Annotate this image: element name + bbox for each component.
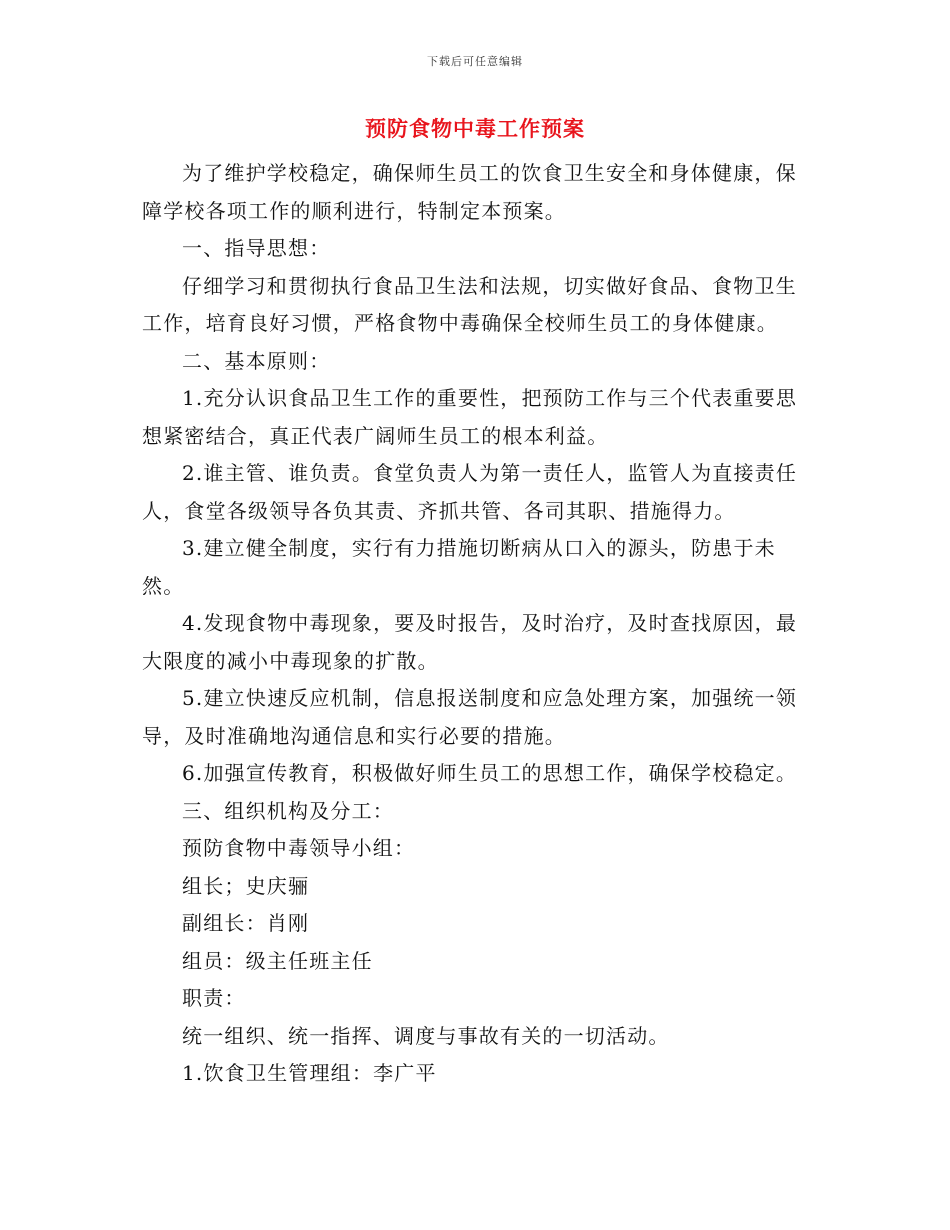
leadership-group-label: 预防食物中毒领导小组：	[182, 836, 416, 860]
group-members: 组员：级主任班主任	[182, 948, 373, 973]
header-note: 下载后可任意编辑	[427, 55, 523, 68]
section-heading-guiding-idea: 一、指导思想：	[182, 236, 331, 260]
principle-2: 2.谁主管、谁负责。食堂负责人为第一责任人，监管人为直接责任人，食堂各级领导各负其责、齐抓共管、各司其职、措施得力。	[142, 461, 798, 523]
principle-6: 6.加强宣传教育，积极做好师生员工的思想工作，确保学校稳定。	[182, 761, 798, 785]
duties-label: 职责：	[182, 986, 246, 1010]
paragraph-guiding-idea: 仔细学习和贯彻执行食品卫生法和法规，切实做好食品、食物卫生工作，培育良好习惯，严格食物中毒确保全校师生员工的身体健康。	[142, 273, 797, 335]
document-title: 预防食物中毒工作预案	[365, 116, 585, 141]
food-hygiene-group: 1.饮食卫生管理组：李广平	[182, 1061, 437, 1085]
section-heading-basic-principles: 二、基本原则：	[182, 348, 331, 373]
principle-5: 5.建立快速反应机制，信息报送制度和应急处理方案，加强统一领导，及时准确地沟通信息和实行必要的措施。	[142, 686, 798, 748]
group-leader: 组长；史庆骊	[182, 873, 310, 898]
principle-1: 1.充分认识食品卫生工作的重要性，把预防工作与三个代表重要思想紧密结合，真正代表广阔师生员工的根本利益。	[142, 386, 798, 448]
duties-text: 统一组织、统一指挥、调度与事故有关的一切活动。	[182, 1023, 670, 1048]
deputy-group-leader: 副组长：肖刚	[182, 911, 310, 935]
principle-3: 3.建立健全制度，实行有力措施切断病从口入的源头，防患于未然。	[142, 536, 776, 598]
paragraph-intro: 为了维护学校稳定，确保师生员工的饮食卫生安全和身体健康，保障学校各项工作的顺利进行，特制定本预案。	[142, 161, 797, 223]
section-heading-organization: 三、组织机构及分工：	[182, 798, 394, 823]
document-body	[142, 155, 810, 1093]
principle-4: 4.发现食物中毒现象，要及时报告，及时治疗，及时查找原因，最大限度的减小中毒现象的扩散。	[142, 611, 798, 673]
